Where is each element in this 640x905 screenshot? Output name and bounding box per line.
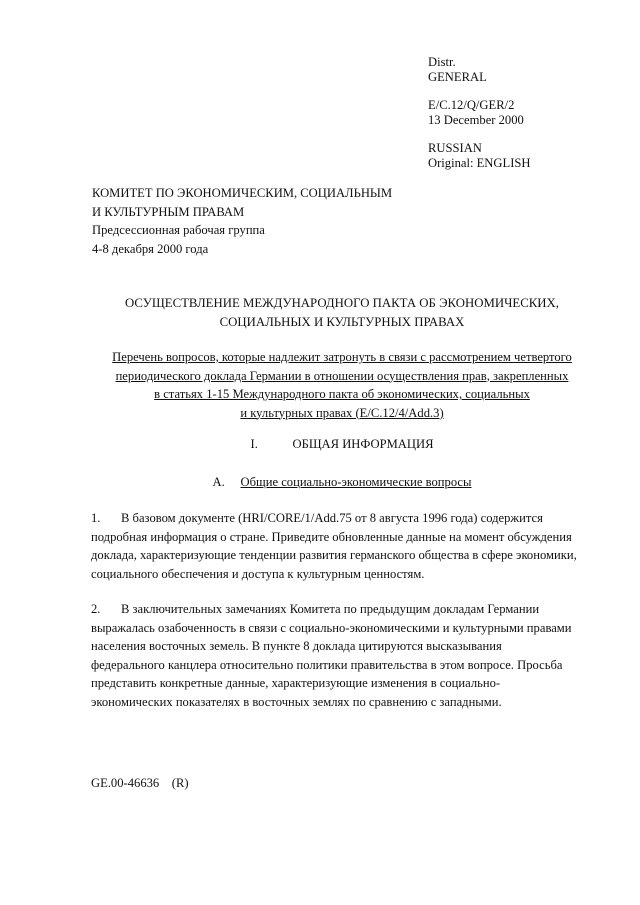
paragraph-2 — [91, 600, 572, 712]
subsection-letter: A. — [212, 475, 225, 489]
subtitle-line: периодического доклада Германии в отношении осуществления прав, закрепленных — [115, 368, 569, 383]
paragraph-line: федерального канцлера относительно политики правительства в этом вопросе. Просьба — [91, 657, 563, 672]
section-number: I. — [250, 437, 258, 451]
subtitle-line: и культурных правах (E/C.12/4/Add.3) — [240, 405, 444, 420]
original-language: Original: ENGLISH — [428, 155, 531, 170]
committee-header — [92, 184, 392, 258]
subsection-heading — [92, 475, 592, 490]
subsection-title: Общие социально-экономические вопросы — [240, 475, 472, 489]
document-language: RUSSIAN — [428, 141, 482, 155]
paragraph-line: В базовом документе (HRI/CORE/1/Add.75 от 8 августа 1996 года) содержится — [121, 511, 543, 525]
paragraph-line: выражалась озабоченность в связи с социально-экономическими и культурными правами — [91, 620, 572, 635]
section-heading — [92, 437, 592, 452]
committee-line: И КУЛЬТУРНЫМ ПРАВАМ — [92, 204, 245, 219]
paragraph-line: представить конкретные данные, характеризующие изменения в социально- — [91, 676, 501, 691]
working-group: Предсессионная рабочая группа — [92, 223, 265, 237]
document-symbol: E/C.12/Q/GER/2 — [428, 98, 515, 112]
document-symbol-block — [428, 55, 530, 170]
document-title — [92, 294, 592, 331]
subtitle-line: Перечень вопросов, которые надлежит затронуть в связи с рассмотрением четвертого — [112, 350, 572, 364]
paragraph-1 — [91, 509, 577, 583]
document-date: 13 December 2000 — [428, 112, 524, 127]
job-number: GE.00-46636 (R) — [91, 776, 189, 790]
paragraph-line: подробная информация о стране. Приведите обновленные данные на момент обсуждения — [91, 529, 572, 544]
paragraph-line: экономических показателях в восточных землях по сравнению с западными. — [91, 694, 502, 709]
title-line: ОСУЩЕСТВЛЕНИЕ МЕЖДУНАРОДНОГО ПАКТА ОБ ЭКОНОМИЧЕСКИХ, — [125, 296, 559, 310]
subtitle-line: в статьях 1-15 Международного пакта об экономических, социальных — [154, 387, 530, 401]
paragraph-number: 1. — [91, 511, 101, 525]
committee-line: КОМИТЕТ ПО ЭКОНОМИЧЕСКИМ, СОЦИАЛЬНЫМ — [92, 186, 393, 200]
distribution: GENERAL — [428, 69, 487, 84]
paragraph-line: доклада, характеризующие тенденции развития германского общества в сфере экономики, — [91, 548, 577, 563]
paragraph-line: В заключительных замечаниях Комитета по предыдущим докладам Германии — [121, 602, 540, 616]
paragraph-line: социального обеспечения и доступа к культурным ценностям. — [91, 566, 425, 581]
distr-label: Distr. — [428, 55, 456, 69]
title-line: СОЦИАЛЬНЫХ И КУЛЬТУРНЫХ ПРАВАХ — [219, 314, 465, 329]
section-title: ОБЩАЯ ИНФОРМАЦИЯ — [292, 437, 434, 451]
document-subtitle — [92, 348, 592, 422]
session-dates: 4-8 декабря 2000 года — [92, 241, 209, 256]
paragraph-line: населения восточных земель. В пункте 8 доклада цитируются высказывания — [91, 639, 502, 654]
paragraph-number: 2. — [91, 602, 101, 616]
